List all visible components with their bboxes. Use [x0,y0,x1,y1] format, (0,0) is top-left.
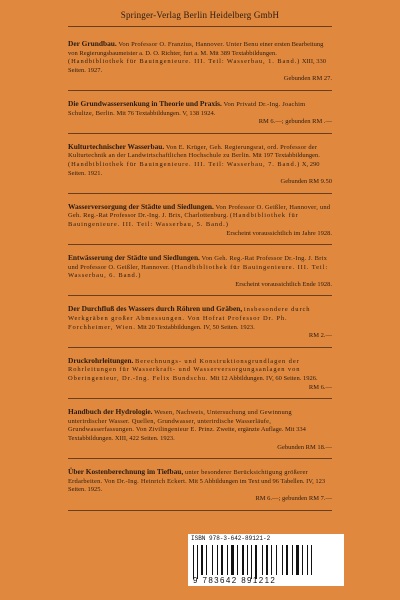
entry-price: RM 6.— [308,383,332,391]
isbn-label: ISBN 978-3-642-89121-2 [188,534,344,543]
barcode-bar [206,545,207,575]
barcode-bar [292,545,293,575]
entry-title: Über Kostenberechnung im Tiefbau, [68,467,184,477]
entry-author: Von Privatd Dr.-Ing. Joachim Schultze, Berlin. [68,100,306,117]
barcode-bar [193,545,194,579]
entry-details: XIII, 330 Seiten. 1927. [68,58,327,74]
barcode-bar [247,545,248,575]
entry-price: RM 2.— [308,332,332,340]
entry-title: Der Grundbau. [68,39,117,48]
entry-price: RM 6.—; gebunden RM .— [258,118,332,126]
barcode-bar [296,545,299,575]
catalog-entry [68,301,332,347]
barcode-bar [201,545,203,575]
publisher-line: Springer-Verlag Berlin Heidelberg GmbH [120,10,280,20]
entry-series: (Handbibliothek für Bauingenieure. III. Teil: Wasserbau, 5. Band.) [68,212,299,228]
barcode-bar [231,545,234,575]
barcode-bar [271,545,272,575]
catalog-entry [68,199,332,245]
barcode-bar [237,545,238,575]
barcode-bar [251,545,252,579]
entry-body: Mit 197 Textabbildungen. [252,152,320,160]
entry-body: Mit 20 Textabbildungen. IV, 50 Seiten. 1923. [137,323,255,331]
entry-author: insbesondere durch Werkgräben großer Abmessungen. Von Hofrat Professor Dr. Ph. Forchheimer, Wien. [68,306,311,331]
entry-price: Gebunden RM 18.— [277,443,332,451]
entry-note: Erscheint voraussichtlich Ende 1928. [235,280,332,288]
entry-title: Der Durchfluß des Wassers durch Röhren und Gräben, [68,304,243,314]
entry-price: RM 6.—; gebunden RM 7.— [255,494,332,502]
catalog-entry [68,96,332,134]
entry-body: Zweite, ergänzte Auflage. Mit 334 Textabbildungen. XIII, 422 Seiten. 1923. [68,426,306,442]
entry-price: Gebunden RM 27. [283,75,332,83]
barcode-bar [212,545,213,575]
catalog-entry [68,353,332,399]
barcode-bar [282,545,283,575]
entry-title: Handbuch der Hydrologie. [68,407,153,417]
entry-title: Kulturtechnischer Wasserbau. [68,141,165,151]
barcode-bar [302,545,303,575]
barcode-number: 9 783642 891212 [193,576,277,585]
entry-title: Die Grundwassersenkung in Theorie und Praxis. [68,98,222,108]
barcode-bars [193,545,339,575]
entry-body: Mit 12 Abbildungen. IV, 60 Seiten. 1926. [210,375,318,383]
entry-author: Wesen, Nachweis, Untersuchung und Gewinnung unterirdischer Wasser. Quellen, Grundwasser, unterirdische Wasserläufe, Grundwasserfassungen. Von Zivilingenieur E. Prinz. [68,409,292,434]
catalog-entry [68,250,332,296]
catalog-entry [68,404,332,459]
top-rule [68,26,332,27]
entry-price: Gebunden RM 9.50 [280,178,332,186]
catalog-entry [68,139,332,194]
barcode-bar [197,545,198,579]
entry-author: Von E. Krüger, Geh. Regierungsrat, ord. Professor der Kulturtechnik an der Landwirtschaftlichen Hochschule zu Berlin. [68,143,318,160]
barcode-bar [217,545,218,575]
entry-body: einer ersten Bearbeitung von Regierungsbaumeister a. D. O. Richter, furt a. M. Mit 389 Textabbildungen. [68,41,324,57]
entry-title: Wasserversorgung der Städte und Siedlungen. [68,201,214,211]
entry-series: (Handbibliothek für Bauingenieure. III. Teil: Wasserbau, 6. Band.) [68,263,329,280]
entry-body: Mit 5 Abbildungen im Text und 96 Tabellen. IV, 123 Seiten. 1925. [68,477,326,494]
entry-body: Mit 76 Textabbildungen. V, 138 1924. [116,109,216,117]
barcode-bar [286,545,288,575]
barcode-bar [276,545,277,575]
entry-title: Druckrohrleitungen. [68,355,134,365]
barcode-bar [266,545,268,575]
barcode-bar [311,545,312,575]
barcode-bar [262,545,263,575]
entry-note: Erscheint voraussichtlich im Jahre 1928. [226,229,332,237]
entry-author: Von Geh. Reg.-Rat Professor Dr.-Ing. J. Brix und Professor O. Geißler, Hannover. [68,255,328,271]
catalog-entry [68,464,332,510]
entry-title: Entwässerung der Städte und Siedlungen. [68,253,200,263]
barcode [188,542,344,586]
entry-series: (Handbibliothek für Bauingenieure. III. Teil: Wasserbau, 7. Band.) [68,160,301,168]
catalog-entry [68,36,332,91]
barcode-bar [242,545,244,575]
entry-series: (Handbibliothek für Bauingenieure. III. Teil: Wasserbau, 1. Band.) [68,58,301,66]
barcode-bar [307,545,308,575]
entry-author: Berechnungs- und Konstruktionsgrundlagen der Rohrleitungen für Wasserkraft- und Wasserversorgungsanlagen von Oberingenieur, Dr.-Ing. Felix Bundschu. [68,357,301,383]
barcode-bar [227,545,228,575]
barcode-bar [255,545,257,579]
catalog-list [68,36,332,516]
entry-details: X, 290 Seiten. 1921. [68,160,320,177]
entry-author: unter besonderer Berücksichtigung größerer Erdarbeiten. Von Dr.-Ing. Heinrich Eckert. [68,469,308,485]
barcode-bar [221,545,223,575]
entry-author: Von Professor O. Geißler, Hannover, und Geh. Reg.-Rat Professor Dr.-Ing. J. Brix, Charlottenburg. [68,203,331,220]
entry-author: Von Professor O. Franzius, Hannover. Unter Benu [118,41,259,48]
